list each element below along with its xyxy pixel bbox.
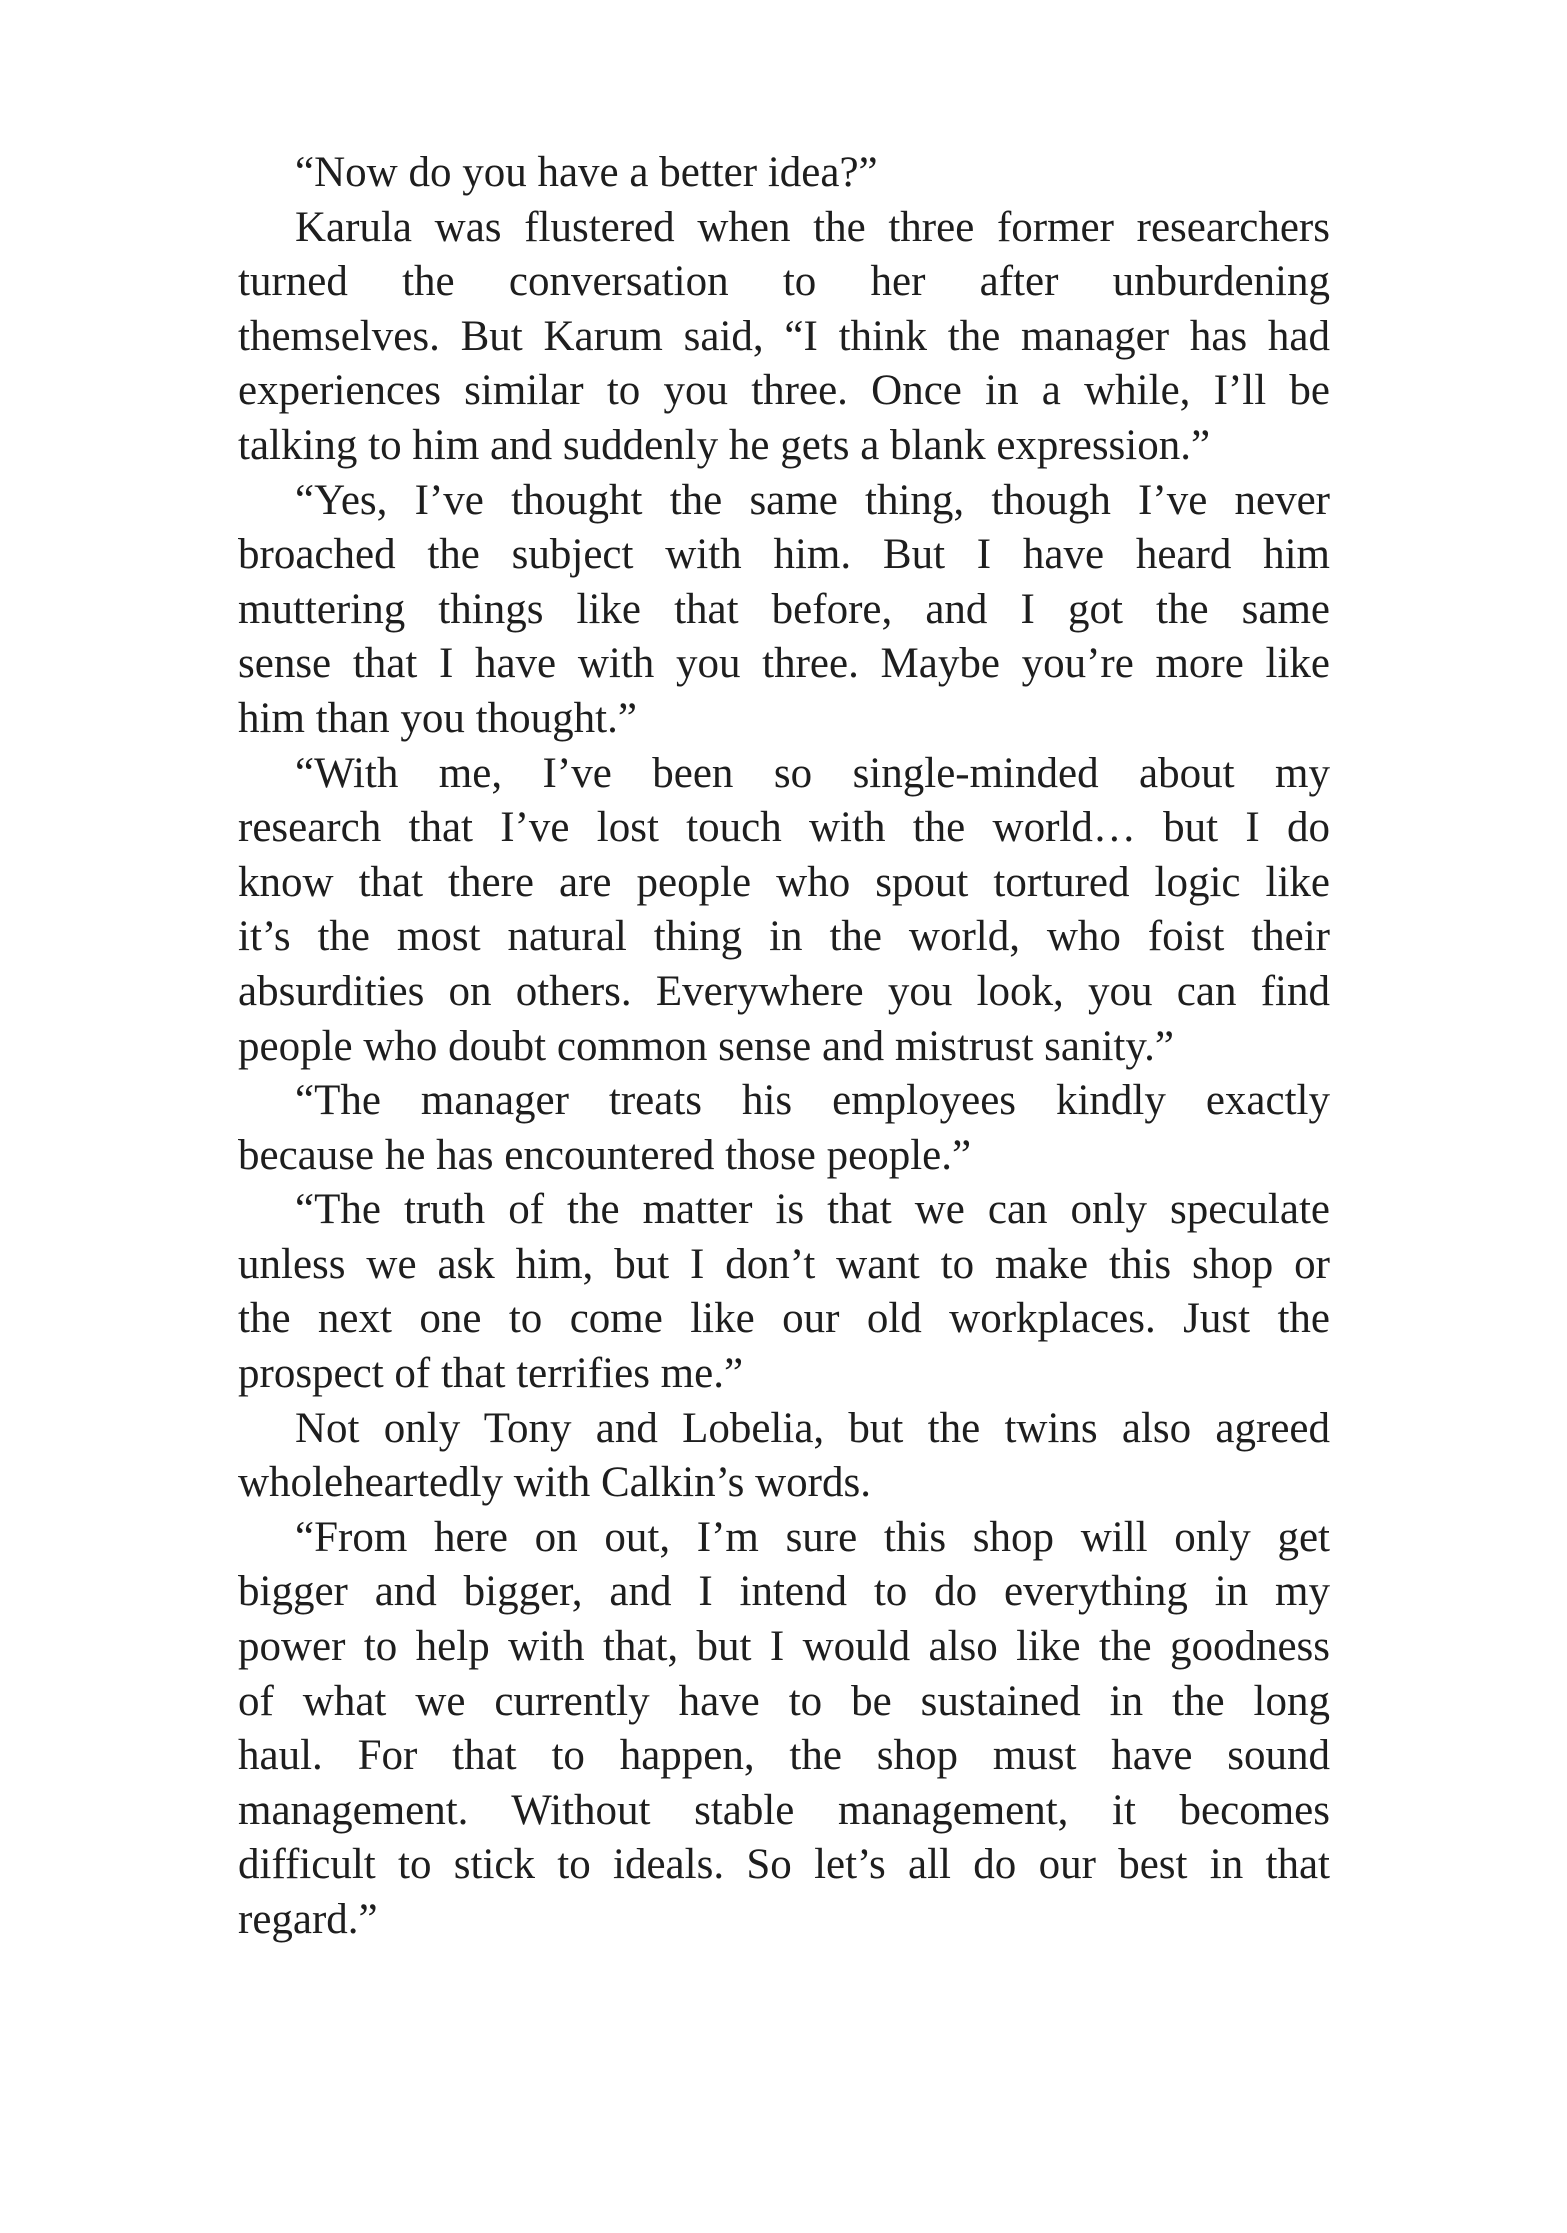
paragraph — [238, 1511, 1330, 1948]
text-line: him than you thought.” — [238, 694, 637, 742]
text-line: of what we currently have to be sustained in the long — [238, 1677, 1330, 1725]
text-line: wholeheartedly with Calkin’s words. — [238, 1459, 871, 1507]
text-line: prospect of that terrifies me.” — [238, 1350, 744, 1398]
text-line: management. Without stable management, it becomes — [238, 1786, 1330, 1834]
text-line: regard.” — [238, 1896, 378, 1943]
text-line: people who doubt common sense and mistrust sanity.” — [238, 1022, 1174, 1070]
text-line: Karula was flustered when the three former researchers — [295, 203, 1330, 251]
text-line: research that I’ve lost touch with the world… but I do — [238, 804, 1330, 852]
text-line: bigger and bigger, and I intend to do everything in my — [238, 1568, 1330, 1616]
paragraph — [238, 146, 1330, 201]
text-line: unless we ask him, but I don’t want to make this shop or — [238, 1240, 1330, 1288]
text-line: themselves. But Karum said, “I think the manager has had — [238, 312, 1330, 360]
text-line: because he has encountered those people.” — [238, 1131, 972, 1179]
text-line: haul. For that to happen, the shop must have sound — [238, 1732, 1330, 1780]
text-line: Not only Tony and Lobelia, but the twins also agreed — [295, 1404, 1330, 1452]
text-line: broached the subject with him. But I have heard him — [238, 531, 1330, 579]
text-line: “The manager treats his employees kindly exactly — [295, 1077, 1330, 1125]
text-line: “The truth of the matter is that we can only speculate — [295, 1186, 1330, 1234]
text-line: sense that I have with you three. Maybe you’re more like — [238, 640, 1330, 688]
paragraph — [238, 1183, 1330, 1401]
text-line: power to help with that, but I would also like the goodness — [238, 1623, 1330, 1671]
text-line: “With me, I’ve been so single-minded about my — [295, 749, 1330, 797]
paragraph — [238, 201, 1330, 474]
page-text — [238, 146, 1330, 1948]
paragraph — [238, 1402, 1330, 1511]
text-line: absurdities on others. Everywhere you look, you can find — [238, 967, 1330, 1015]
text-line: “From here on out, I’m sure this shop will only get — [295, 1513, 1330, 1561]
text-line: talking to him and suddenly he gets a blank expression.” — [238, 421, 1211, 469]
paragraph — [238, 474, 1330, 747]
paragraph — [238, 1074, 1330, 1183]
text-line: difficult to stick to ideals. So let’s all do our best in that — [238, 1841, 1330, 1889]
text-line: “Now do you have a better idea?” — [295, 149, 878, 196]
text-line: experiences similar to you three. Once in a while, I’ll be — [238, 367, 1330, 415]
text-line: the next one to come like our old workplaces. Just the — [238, 1295, 1330, 1343]
text-line: know that there are people who spout tortured logic like — [238, 858, 1330, 906]
text-line: muttering things like that before, and I got the same — [238, 585, 1330, 633]
text-line: “Yes, I’ve thought the same thing, though I’ve never — [295, 476, 1330, 524]
text-line: it’s the most natural thing in the world, who foist their — [238, 913, 1330, 961]
paragraph — [238, 747, 1330, 1075]
text-line: turned the conversation to her after unburdening — [238, 258, 1330, 306]
